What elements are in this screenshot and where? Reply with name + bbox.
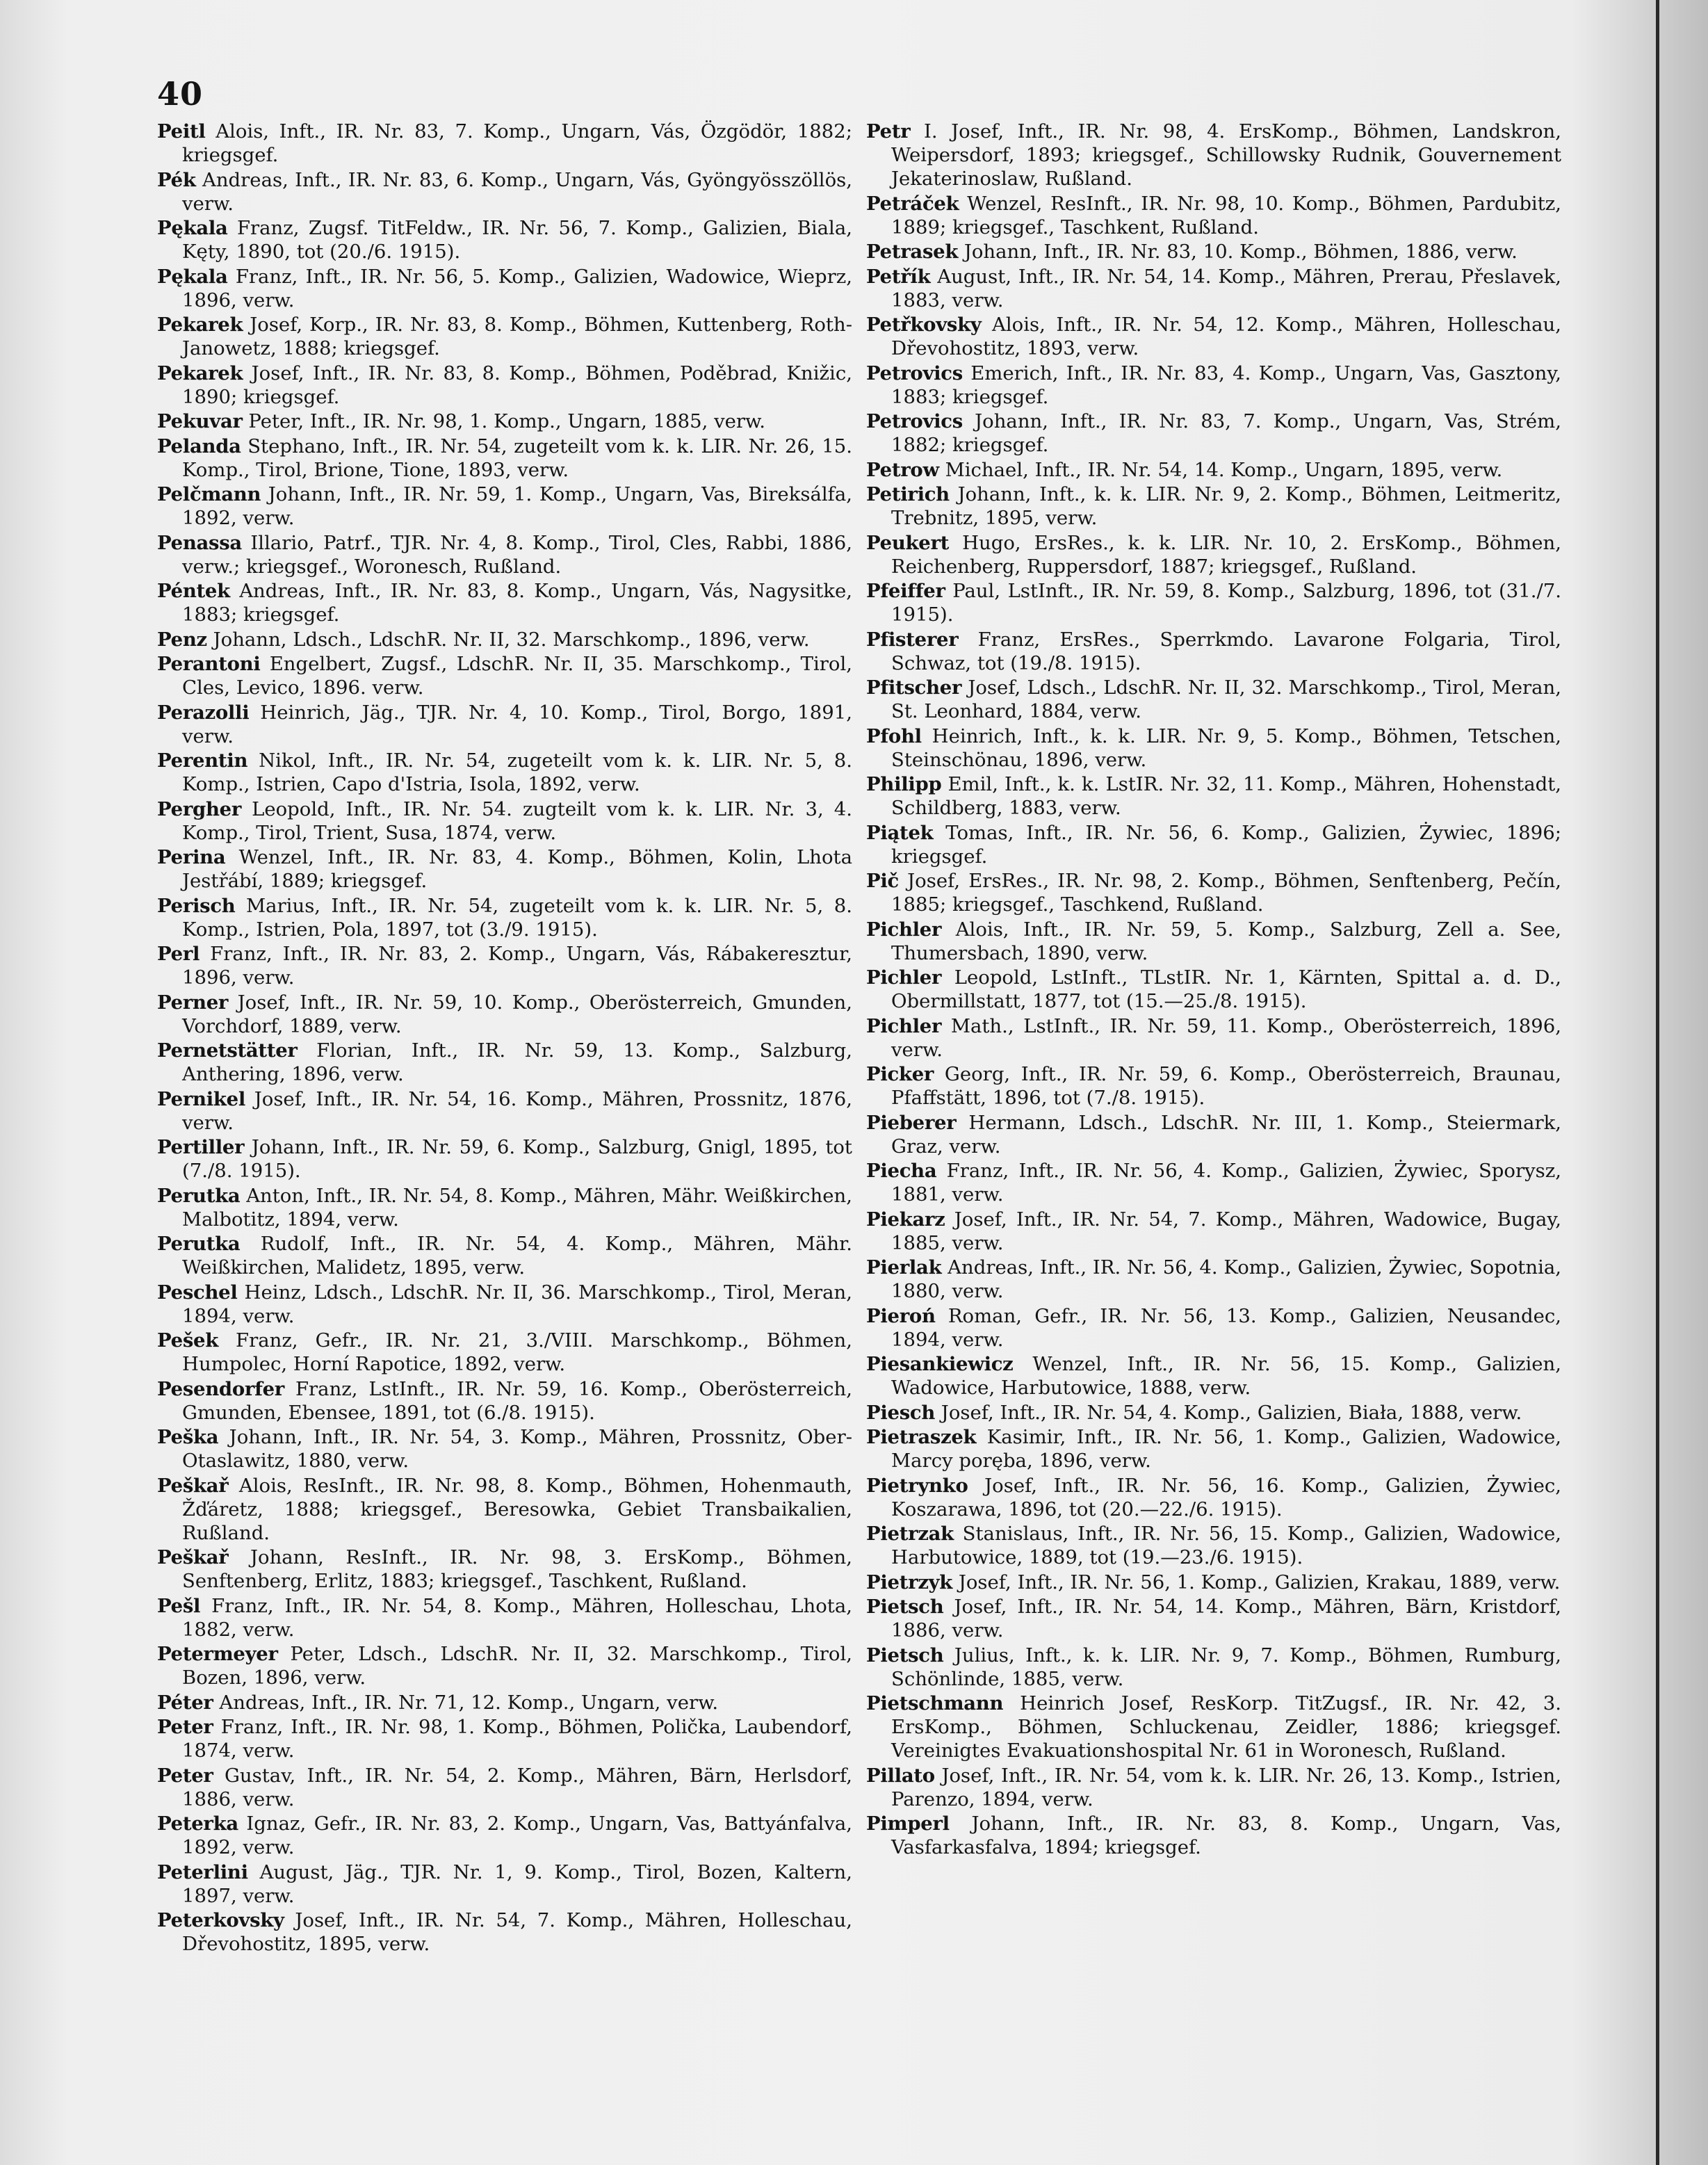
entry-details: Alois, Inft., IR. Nr. 54, 12. Komp., Mähren, Holleschau, Dřevohostitz, 1893, verw.: [891, 314, 1561, 359]
list-entry: [157, 894, 852, 941]
list-entry: [157, 1812, 852, 1859]
entry-details: Wenzel, Inft., IR. Nr. 83, 4. Komp., Böhmen, Kolin, Lhota Jestřábí, 1889; kriegsgef.: [182, 846, 852, 892]
list-entry: [157, 1377, 852, 1425]
list-entry: [866, 1062, 1561, 1110]
list-entry: [866, 1425, 1561, 1473]
list-entry: [866, 966, 1561, 1013]
entry-surname: Pesendorfer: [157, 1377, 284, 1400]
list-entry: [866, 676, 1561, 723]
list-entry: [866, 313, 1561, 360]
entry-details: Josef, Korp., IR. Nr. 83, 8. Komp., Böhmen, Kuttenberg, Roth-Janowetz, 1888; kriegsgef.: [182, 314, 852, 359]
entry-surname: Pergher: [157, 797, 242, 820]
list-entry: [866, 1111, 1561, 1158]
list-entry: [866, 483, 1561, 530]
entry-surname: Petrasek: [866, 241, 959, 263]
entry-surname: Pichler: [866, 1014, 942, 1037]
entry-surname: Pič: [866, 870, 899, 892]
entry-details: Wenzel, ResInft., IR. Nr. 98, 10. Komp., Böhmen, Pardubitz, 1889; kriegsgef., Taschkent, Rußland.: [891, 192, 1562, 238]
entry-details: Leopold, LstInft., TLstIR. Nr. 1, Kärnten, Spittal a. d. D., Obermillstatt, 1877, tot (15.—25./8. 1915).: [891, 966, 1561, 1012]
entry-surname: Peškař: [157, 1546, 229, 1568]
entry-surname: Peškař: [157, 1474, 229, 1497]
entry-details: August, Jäg., TJR. Nr. 1, 9. Komp., Tirol, Bozen, Kaltern, 1897, verw.: [182, 1860, 852, 1907]
list-entry: [866, 240, 1561, 263]
entry-surname: Pfisterer: [866, 628, 959, 651]
entry-surname: Peška: [157, 1426, 219, 1448]
entry-details: Franz, Inft., IR. Nr. 56, 5. Komp., Galizien, Wadowice, Wieprz, 1896, verw.: [182, 265, 852, 311]
list-entry: [157, 1087, 852, 1135]
list-entry: [866, 120, 1561, 190]
list-entry: [866, 362, 1561, 409]
list-entry: [866, 628, 1561, 675]
entry-details: August, Inft., IR. Nr. 54, 14. Komp., Mähren, Prerau, Přeslavek, 1883, verw.: [891, 265, 1561, 311]
entry-details: Franz, Inft., IR. Nr. 98, 1. Komp., Böhmen, Polička, Laubendorf, 1874, verw.: [182, 1716, 852, 1762]
entry-surname: Pillato: [866, 1764, 935, 1787]
entry-surname: Peukert: [866, 531, 950, 554]
entry-surname: Pernikel: [157, 1087, 245, 1110]
entry-details: Johann, Inft., IR. Nr. 59, 6. Komp., Salzburg, Gnigl, 1895, tot (7./8. 1915).: [182, 1136, 852, 1182]
entry-surname: Perina: [157, 846, 226, 868]
entry-surname: Piecha: [866, 1160, 937, 1182]
list-entry: [866, 1812, 1561, 1859]
entry-details: Johann, ResInft., IR. Nr. 98, 3. ErsKomp., Böhmen, Senftenberg, Erlitz, 1883; kriegsgef., Taschkent, Rußland.: [182, 1546, 852, 1592]
entry-details: Tomas, Inft., IR. Nr. 56, 6. Komp., Galizien, Żywiec, 1896; kriegsgef.: [891, 821, 1561, 868]
entry-details: Ignaz, Gefr., IR. Nr. 83, 2. Komp., Ungarn, Vas, Battyánfalva, 1892, verw.: [182, 1813, 852, 1858]
entry-details: Josef, Inft., IR. Nr. 83, 8. Komp., Böhmen, Poděbrad, Knižic, 1890; kriegsgef.: [182, 362, 852, 408]
list-entry: [866, 1571, 1561, 1594]
entry-details: Heinz, Ldsch., LdschR. Nr. II, 36. Marschkomp., Tirol, Meran, 1894, verw.: [182, 1281, 852, 1327]
entry-details: Roman, Gefr., IR. Nr. 56, 13. Komp., Galizien, Neusandec, 1894, verw.: [891, 1304, 1561, 1351]
list-entry: [866, 1256, 1561, 1303]
list-entry: [157, 1908, 852, 1956]
entry-details: Franz, Inft., IR. Nr. 54, 8. Komp., Mähren, Holleschau, Lhota, 1882, verw.: [182, 1594, 852, 1641]
entry-surname: Perl: [157, 943, 200, 965]
entry-surname: Peterka: [157, 1813, 238, 1835]
entry-details: Josef, Inft., IR. Nr. 56, 1. Komp., Galizien, Krakau, 1889, verw.: [958, 1571, 1561, 1594]
list-entry: [866, 724, 1561, 772]
entry-details: Josef, Inft., IR. Nr. 54, 4. Komp., Galizien, Biała, 1888, verw.: [941, 1401, 1522, 1424]
entry-surname: Perazolli: [157, 701, 250, 724]
entry-details: Andreas, Inft., IR. Nr. 83, 8. Komp., Ungarn, Vás, Nagysitke, 1883; kriegsgef.: [182, 580, 852, 626]
list-entry: [866, 458, 1561, 482]
list-entry: [866, 1159, 1561, 1206]
list-entry: [157, 701, 852, 748]
list-entry: [157, 1764, 852, 1811]
entry-details: Hermann, Ldsch., LdschR. Nr. III, 1. Komp., Steiermark, Graz, verw.: [891, 1111, 1561, 1158]
entry-surname: Petráček: [866, 192, 959, 215]
entry-details: Michael, Inft., IR. Nr. 54, 14. Komp., Ungarn, 1895, verw.: [945, 458, 1503, 481]
entry-surname: Pék: [157, 168, 196, 191]
left-column: [157, 120, 852, 1957]
list-entry: [157, 942, 852, 989]
list-entry: [157, 1474, 852, 1545]
entry-surname: Pietsch: [866, 1596, 944, 1618]
list-entry: [157, 1642, 852, 1689]
entry-surname: Perantoni: [157, 653, 261, 675]
entry-surname: Perisch: [157, 894, 236, 917]
entry-details: Johann, Inft., IR. Nr. 83, 10. Komp., Böhmen, 1886, verw.: [963, 241, 1518, 263]
entry-details: Illario, Patrf., TJR. Nr. 4, 8. Komp., Tirol, Cles, Rabbi, 1886, verw.; kriegsgef., Woronesch, Rußland.: [182, 531, 852, 578]
entry-details: Math., LstInft., IR. Nr. 59, 11. Komp., Oberösterreich, 1896, verw.: [891, 1014, 1561, 1061]
entry-details: Johann, Ldsch., LdschR. Nr. II, 32. Marschkomp., 1896, verw.: [213, 628, 810, 651]
list-entry: [866, 1595, 1561, 1642]
entry-details: Josef, Inft., IR. Nr. 54, 7. Komp., Mähren, Wadowice, Bugay, 1885, verw.: [891, 1208, 1562, 1254]
entry-surname: Peter: [157, 1764, 213, 1787]
entry-surname: Petrovics: [866, 410, 963, 432]
entry-surname: Perutka: [157, 1184, 241, 1207]
entry-details: Heinrich, Jäg., TJR. Nr. 4, 10. Komp., Tirol, Borgo, 1891, verw.: [182, 701, 852, 747]
entry-details: Gustav, Inft., IR. Nr. 54, 2. Komp., Mähren, Bärn, Herlsdorf, 1886, verw.: [182, 1764, 852, 1810]
list-entry: [157, 652, 852, 699]
entry-surname: Pfitscher: [866, 676, 962, 699]
list-entry: [157, 435, 852, 482]
list-entry: [157, 1281, 852, 1328]
list-entry: [157, 168, 852, 216]
entry-surname: Pekarek: [157, 362, 243, 384]
entry-details: Florian, Inft., IR. Nr. 59, 13. Komp., Salzburg, Anthering, 1896, verw.: [182, 1039, 852, 1085]
entry-surname: Pichler: [866, 918, 942, 941]
entry-details: Marius, Inft., IR. Nr. 54, zugeteilt vom k. k. LIR. Nr. 5, 8. Komp., Istrien, Pola, 1897, tot (3./9. 1915).: [182, 894, 852, 941]
entry-surname: Peterlini: [157, 1860, 248, 1883]
list-entry: [157, 410, 852, 433]
list-entry: [866, 1474, 1561, 1521]
entry-details: I. Josef, Inft., IR. Nr. 98, 4. ErsKomp., Böhmen, Landskron, Weipersdorf, 1893; kriegsgef., Schillowsky Rudnik, Gouvernement Jekaterinoslaw, Rußland.: [891, 120, 1561, 190]
list-entry: [866, 1644, 1561, 1691]
entry-details: Franz, Zugsf. TitFeldw., IR. Nr. 56, 7. Komp., Galizien, Biala, Kęty, 1890, tot (20./6. 1915).: [182, 217, 852, 263]
entry-surname: Penassa: [157, 531, 242, 554]
entry-surname: Pešl: [157, 1594, 201, 1617]
entry-surname: Pešek: [157, 1329, 218, 1352]
entry-surname: Péter: [157, 1691, 213, 1714]
entry-surname: Perner: [157, 991, 229, 1014]
list-entry: [866, 1208, 1561, 1255]
list-entry: [866, 1522, 1561, 1569]
list-entry: [157, 531, 852, 578]
entry-details: Stanislaus, Inft., IR. Nr. 56, 15. Komp., Galizien, Wadowice, Harbutowice, 1889, tot (19.—23./6. 1915).: [891, 1523, 1561, 1568]
entry-surname: Pietschmann: [866, 1692, 1004, 1714]
list-entry: [157, 1691, 852, 1714]
entry-surname: Pierlak: [866, 1256, 942, 1279]
entry-details: Josef, Inft., IR. Nr. 59, 10. Komp., Oberösterreich, Gmunden, Vorchdorf, 1889, verw.: [182, 991, 852, 1037]
entry-surname: Pietsch: [866, 1644, 944, 1667]
entry-surname: Pelanda: [157, 435, 241, 457]
entry-details: Franz, LstInft., IR. Nr. 59, 16. Komp., Oberösterreich, Gmunden, Ebensee, 1891, tot (6./8. 1915).: [182, 1377, 852, 1424]
entry-surname: Pietrynko: [866, 1474, 968, 1497]
entry-details: Georg, Inft., IR. Nr. 59, 6. Komp., Oberösterreich, Braunau, Pfaffstätt, 1896, tot (7./8. 1915).: [891, 1063, 1562, 1109]
list-entry: [157, 216, 852, 263]
list-entry: [157, 1860, 852, 1908]
list-entry: [157, 1039, 852, 1086]
entry-details: Andreas, Inft., IR. Nr. 71, 12. Komp., Ungarn, verw.: [219, 1691, 719, 1714]
list-entry: [866, 1692, 1561, 1762]
list-entry: [157, 1329, 852, 1376]
entry-details: Josef, Ldsch., LdschR. Nr. II, 32. Marschkomp., Tirol, Meran, St. Leonhard, 1884, verw.: [891, 676, 1561, 722]
list-entry: [866, 1014, 1561, 1062]
list-entry: [866, 869, 1561, 916]
entry-details: Josef, Inft., IR. Nr. 54, 16. Komp., Mähren, Prossnitz, 1876, verw.: [182, 1087, 852, 1134]
list-entry: [157, 1546, 852, 1593]
entry-surname: Péntek: [157, 580, 230, 602]
list-entry: [157, 1425, 852, 1473]
entry-surname: Pękala: [157, 265, 228, 288]
list-entry: [866, 1764, 1561, 1811]
list-entry: [157, 1715, 852, 1762]
entry-details: Emerich, Inft., IR. Nr. 83, 4. Komp., Ungarn, Vas, Gasztony, 1883; kriegsgef.: [891, 362, 1561, 408]
entry-surname: Petrovics: [866, 362, 963, 384]
list-entry: [866, 192, 1561, 239]
entry-surname: Picker: [866, 1063, 934, 1085]
entry-details: Johann, Inft., IR. Nr. 83, 7. Komp., Ungarn, Vas, Strém, 1882; kriegsgef.: [891, 410, 1561, 456]
entry-surname: Perentin: [157, 749, 248, 772]
entry-details: Rudolf, Inft., IR. Nr. 54, 4. Komp., Mähren, Mähr. Weißkirchen, Malidetz, 1895, verw.: [182, 1233, 852, 1279]
entry-details: Engelbert, Zugsf., LdschR. Nr. II, 35. Marschkomp., Tirol, Cles, Levico, 1896. verw.: [182, 653, 852, 699]
entry-surname: Peschel: [157, 1281, 238, 1304]
entry-details: Emil, Inft., k. k. LstIR. Nr. 32, 11. Komp., Mähren, Hohenstadt, Schildberg, 1883, verw.: [891, 773, 1562, 819]
entry-surname: Pekuvar: [157, 410, 243, 432]
entry-details: Johann, Inft., IR. Nr. 54, 3. Komp., Mähren, Prossnitz, Ober-Otaslawitz, 1880, verw.: [182, 1426, 853, 1472]
entry-details: Alois, Inft., IR. Nr. 83, 7. Komp., Ungarn, Vás, Özgödör, 1882; kriegsgef.: [182, 120, 852, 166]
entry-surname: Petermeyer: [157, 1643, 278, 1665]
entry-surname: Pertiller: [157, 1136, 245, 1158]
entry-surname: Piesankiewicz: [866, 1353, 1014, 1375]
entry-surname: Pietrzak: [866, 1523, 954, 1545]
entry-details: Leopold, Inft., IR. Nr. 54. zugteilt vom k. k. LIR. Nr. 3, 4. Komp., Tirol, Trient, Susa, 1874, verw.: [182, 797, 852, 844]
entry-surname: Piekarz: [866, 1208, 945, 1231]
list-entry: [157, 749, 852, 796]
list-entry: [157, 1135, 852, 1183]
entry-details: Kasimir, Inft., IR. Nr. 56, 1. Komp., Galizien, Wadowice, Marcy poręba, 1896, verw.: [891, 1426, 1562, 1472]
right-column: [866, 120, 1561, 1860]
entry-details: Hugo, ErsRes., k. k. LIR. Nr. 10, 2. ErsKomp., Böhmen, Reichenberg, Ruppersdorf, 1887; kriegsgef., Rußland.: [891, 531, 1561, 578]
list-entry: [157, 362, 852, 409]
entry-details: Johann, Inft., IR. Nr. 59, 1. Komp., Ungarn, Vas, Bireksálfa, 1892, verw.: [182, 483, 852, 529]
entry-details: Paul, LstInft., IR. Nr. 59, 8. Komp., Salzburg, 1896, tot (31./7. 1915).: [891, 580, 1561, 626]
entry-surname: Pieberer: [866, 1111, 957, 1134]
entry-details: Anton, Inft., IR. Nr. 54, 8. Komp., Mähren, Mähr. Weißkirchen, Malbotitz, 1894, verw.: [182, 1184, 852, 1231]
list-entry: [866, 1352, 1561, 1400]
entry-surname: Pękala: [157, 217, 228, 239]
entry-surname: Penz: [157, 628, 207, 651]
list-entry: [157, 991, 852, 1038]
list-entry: [866, 1304, 1561, 1352]
entry-details: Franz, Inft., IR. Nr. 56, 4. Komp., Galizien, Żywiec, Sporysz, 1881, verw.: [891, 1160, 1561, 1206]
entry-details: Peter, Inft., IR. Nr. 98, 1. Komp., Ungarn, 1885, verw.: [248, 410, 766, 432]
list-entry: [866, 772, 1561, 820]
list-entry: [866, 579, 1561, 626]
entry-surname: Pfeiffer: [866, 580, 945, 602]
list-entry: [866, 265, 1561, 312]
entry-details: Josef, Inft., IR. Nr. 54, 7. Komp., Mähren, Holleschau, Dřevohostitz, 1895, verw.: [182, 1909, 852, 1955]
entry-details: Johann, Inft., IR. Nr. 83, 8. Komp., Ungarn, Vas, Vasfarkasfalva, 1894; kriegsgef.: [891, 1813, 1561, 1858]
entry-details: Alois, Inft., IR. Nr. 59, 5. Komp., Salzburg, Zell a. See, Thumersbach, 1890, verw.: [891, 918, 1561, 964]
list-entry: [866, 1401, 1561, 1425]
entry-details: Peter, Ldsch., LdschR. Nr. II, 32. Marschkomp., Tirol, Bozen, 1896, verw.: [182, 1643, 852, 1689]
list-entry: [157, 628, 852, 651]
entry-details: Heinrich Josef, ResKorp. TitZugsf., IR. Nr. 42, 3. ErsKomp., Böhmen, Schluckenau, Zeidler, 1886; kriegsgef. Vereinigtes Evakuationshospital Nr. 61 in Woronesch, Rußland.: [891, 1692, 1561, 1762]
list-entry: [157, 313, 852, 360]
entry-details: Andreas, Inft., IR. Nr. 83, 6. Komp., Ungarn, Vás, Gyöngyösszöllös, verw.: [182, 168, 852, 215]
entry-surname: Petřík: [866, 265, 931, 288]
list-entry: [157, 1184, 852, 1231]
list-entry: [866, 410, 1561, 457]
entry-surname: Pelčmann: [157, 483, 261, 505]
entry-details: Johann, Inft., k. k. LIR. Nr. 9, 2. Komp., Böhmen, Leitmeritz, Trebnitz, 1895, verw.: [891, 483, 1561, 529]
entry-surname: Pimperl: [866, 1813, 950, 1835]
entry-surname: Pekarek: [157, 314, 243, 336]
entry-details: Franz, Gefr., IR. Nr. 21, 3./VIII. Marschkomp., Böhmen, Humpolec, Horní Rapotice, 1892, verw.: [182, 1329, 852, 1375]
list-entry: [157, 797, 852, 845]
list-entry: [157, 579, 852, 626]
entry-surname: Piątek: [866, 821, 934, 844]
list-entry: [157, 120, 852, 167]
entry-surname: Pfohl: [866, 724, 922, 747]
entry-surname: Pieroń: [866, 1304, 936, 1327]
entry-surname: Piesch: [866, 1401, 936, 1424]
entry-surname: Peterkovsky: [157, 1909, 284, 1931]
entry-surname: Petrow: [866, 458, 939, 481]
entry-details: Stephano, Inft., IR. Nr. 54, zugeteilt vom k. k. LIR. Nr. 26, 15. Komp., Tirol, Brione, Tione, 1893, verw.: [182, 435, 852, 481]
entry-details: Julius, Inft., k. k. LIR. Nr. 9, 7. Komp., Böhmen, Rumburg, Schönlinde, 1885, verw.: [891, 1644, 1561, 1690]
entry-surname: Pietraszek: [866, 1426, 977, 1448]
entry-details: Alois, ResInft., IR. Nr. 98, 8. Komp., Böhmen, Hohenmauth, Žďáretz, 1888; kriegsgef., Beresowka, Gebiet Transbaikalien, Rußland.: [182, 1474, 852, 1544]
entry-surname: Petirich: [866, 483, 950, 505]
entry-surname: Pietrzyk: [866, 1571, 953, 1594]
page-edge-rule: [1656, 0, 1659, 2165]
list-entry: [157, 265, 852, 312]
entry-surname: Peitl: [157, 120, 206, 143]
entry-surname: Philipp: [866, 773, 942, 795]
entry-details: Franz, Inft., IR. Nr. 83, 2. Komp., Ungarn, Vás, Rábakeresztur, 1896, verw.: [182, 943, 852, 989]
list-entry: [157, 1594, 852, 1641]
entry-surname: Pernetstätter: [157, 1039, 298, 1062]
entry-details: Josef, Inft., IR. Nr. 54, vom k. k. LIR. Nr. 26, 13. Komp., Istrien, Parenzo, 1894, verw.: [891, 1764, 1561, 1810]
list-entry: [157, 1232, 852, 1279]
entry-surname: Peter: [157, 1716, 213, 1738]
entry-details: Wenzel, Inft., IR. Nr. 56, 15. Komp., Galizien, Wadowice, Harbutowice, 1888, verw.: [891, 1353, 1561, 1399]
page-number: 40: [157, 75, 204, 113]
entry-details: Franz, ErsRes., Sperrkmdo. Lavarone Folgaria, Tirol, Schwaz, tot (19./8. 1915).: [891, 628, 1561, 674]
list-entry: [157, 845, 852, 893]
entry-surname: Petřkovsky: [866, 314, 982, 336]
list-entry: [866, 918, 1561, 965]
entry-details: Josef, Inft., IR. Nr. 54, 14. Komp., Mähren, Bärn, Kristdorf, 1886, verw.: [891, 1596, 1561, 1641]
list-entry: [866, 821, 1561, 868]
entry-details: Josef, ErsRes., IR. Nr. 98, 2. Komp., Böhmen, Senftenberg, Pečín, 1885; kriegsgef., Taschkend, Rußland.: [891, 870, 1562, 916]
entry-details: Josef, Inft., IR. Nr. 56, 16. Komp., Galizien, Żywiec, Koszarawa, 1896, tot (20.—22./6. 1915).: [891, 1474, 1561, 1521]
entry-surname: Perutka: [157, 1233, 241, 1255]
entry-details: Heinrich, Inft., k. k. LIR. Nr. 9, 5. Komp., Böhmen, Tetschen, Steinschönau, 1896, verw.: [891, 724, 1561, 771]
list-entry: [866, 531, 1561, 578]
entry-details: Nikol, Inft., IR. Nr. 54, zugeteilt vom k. k. LIR. Nr. 5, 8. Komp., Istrien, Capo d'Istria, Isola, 1892, verw.: [182, 749, 852, 795]
entry-details: Andreas, Inft., IR. Nr. 56, 4. Komp., Galizien, Żywiec, Sopotnia, 1880, verw.: [891, 1256, 1561, 1302]
entry-surname: Petr: [866, 120, 911, 143]
list-entry: [157, 483, 852, 530]
entry-surname: Pichler: [866, 966, 942, 989]
